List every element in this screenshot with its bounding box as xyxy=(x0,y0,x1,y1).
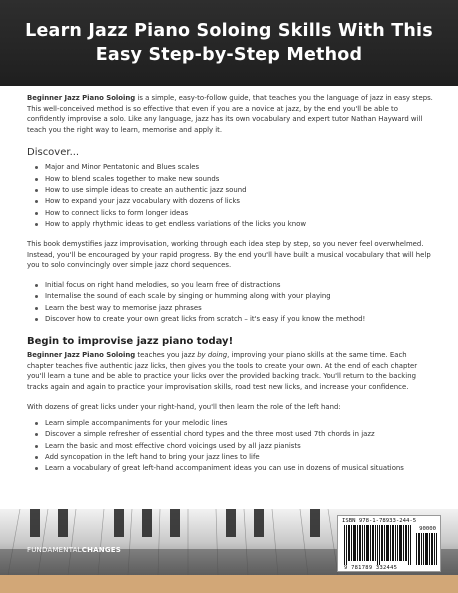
body-content xyxy=(27,86,435,509)
price-barcode-icon xyxy=(416,533,438,565)
begin-book-title: Beginner Jazz Piano Soloing xyxy=(27,351,136,360)
barcode-number: 9 781789 332445 xyxy=(344,565,398,571)
list-item: How to blend scales together to make new sounds xyxy=(35,174,435,185)
list-item: Add syncopation in the left hand to bring your jazz lines to life xyxy=(35,452,435,463)
left-hand-intro: With dozens of great licks under your right-hand, you'll then learn the role of the left hand: xyxy=(27,402,341,411)
publisher-name-part2: CHANGES xyxy=(81,546,122,554)
intro-text: is a simple, easy-to-follow guide, that teaches you the language of jazz in easy steps. This well-conceived method is so effective that even if you are a novice at jazz, by the end you'll be able to confidently improvise a solo. Like any language, jazz has its own vocabulary and expert tutor Nathan Hayward will teach you the right way to learn, memorise and apply it. xyxy=(27,94,433,134)
list-item: Major and Minor Pentatonic and Blues scales xyxy=(35,162,435,173)
discover-list xyxy=(35,162,435,230)
begin-heading: Begin to improvise jazz piano today! xyxy=(27,336,234,348)
list-item: Learn the basic and most effective chord voicings used by all jazz pianists xyxy=(35,441,435,452)
list-item: How to connect licks to form longer ideas xyxy=(35,208,435,219)
list-item: Learn a vocabulary of great left-hand accompaniment ideas you can use in dozens of musical situations xyxy=(35,463,435,474)
publisher-name-part1: FUNDAMENTAL xyxy=(27,546,82,554)
discover-heading: Discover... xyxy=(27,147,80,159)
begin-text-2: , improving your piano skills at the same time. Each chapter teaches five authentic jazz licks, then gives you the tools to create your own. At the end of each chapter you'll learn a tune and be able to practice your licks over the provided backing track. You'll return to the backing tracks again and again to practice your improvisation skills, road test new licks, and increase your confidence. xyxy=(27,351,418,391)
footer-color-bar xyxy=(0,575,458,593)
list-item: Learn simple accompaniments for your melodic lines xyxy=(35,418,435,429)
title-line-1: Learn Jazz Piano Soloing Skills With This xyxy=(25,21,433,41)
focus-list xyxy=(35,280,435,325)
price-code: 90000 xyxy=(419,526,436,532)
list-item: Discover how to create your own great licks from scratch – it's easy if you know the method! xyxy=(35,314,435,325)
begin-text-1: teaches you jazz xyxy=(135,351,198,360)
list-item: How to expand your jazz vocabulary with dozens of licks xyxy=(35,196,435,207)
list-item: Internalise the sound of each scale by singing or humming along with your playing xyxy=(35,291,435,302)
list-item: Initial focus on right hand melodies, so you learn free of distractions xyxy=(35,280,435,291)
left-hand-list xyxy=(35,418,435,474)
list-item: How to apply rhythmic ideas to get endless variations of the licks you know xyxy=(35,219,435,230)
intro-paragraph xyxy=(27,93,435,135)
begin-paragraph xyxy=(27,350,435,392)
list-item: Discover a simple refresher of essential chord types and the three most used 7th chords in jazz xyxy=(35,429,435,440)
publisher-logo xyxy=(27,545,121,555)
demystify-paragraph: This book demystifies jazz improvisation, working through each idea step by step, so you never feel overwhelmed. Instead, you'll be encouraged by your rapid progress. By the end you'll have built a musical vocabulary that will help you to solo convincingly over simple jazz chord sequences. xyxy=(27,240,431,270)
title-line-2: Easy Step-by-Step Method xyxy=(95,45,363,65)
intro-book-title: Beginner Jazz Piano Soloing xyxy=(27,94,136,102)
barcode-bars-icon xyxy=(344,525,412,565)
barcode xyxy=(337,515,441,572)
begin-emphasis: by doing xyxy=(197,351,228,360)
list-item: How to use simple ideas to create an authentic jazz sound xyxy=(35,185,435,196)
header-band xyxy=(0,0,458,86)
isbn-text: ISBN 978-1-78933-244-5 xyxy=(342,518,417,524)
list-item: Learn the best way to memorise jazz phrases xyxy=(35,303,435,314)
